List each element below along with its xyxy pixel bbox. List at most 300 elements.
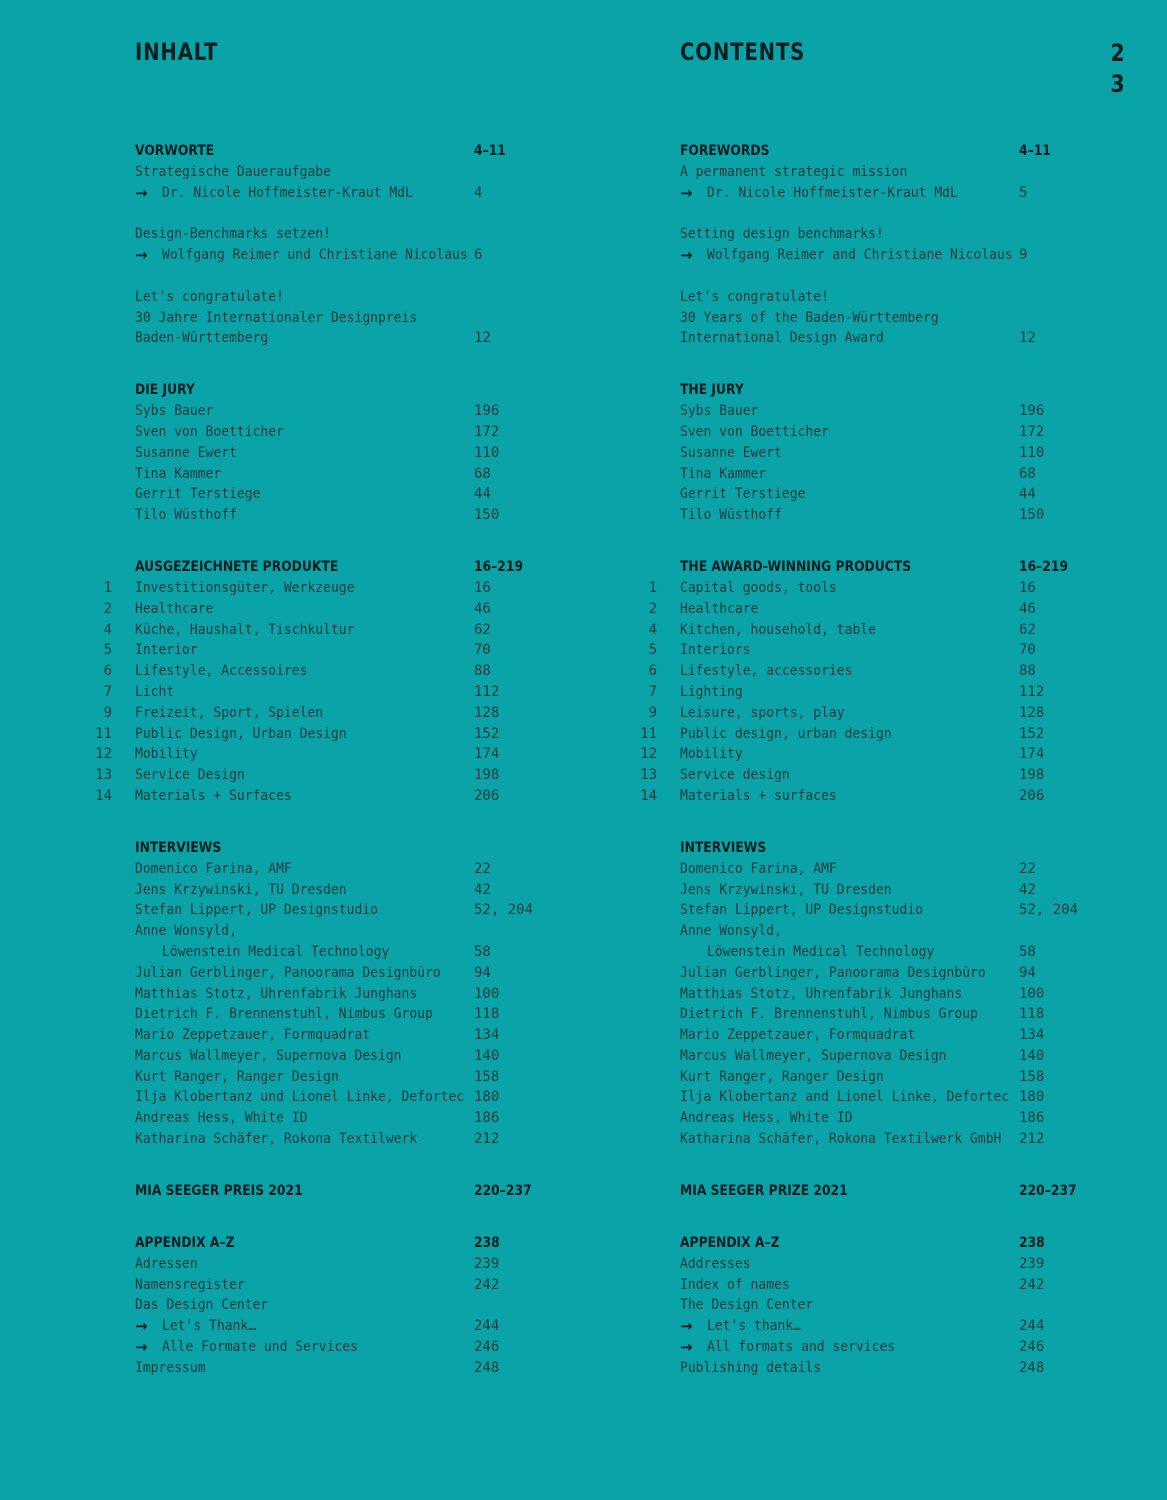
- entry-page: 118: [1019, 1006, 1045, 1023]
- toc-entry: [545, 245, 1085, 266]
- toc-entry: [0, 921, 540, 942]
- section-title: INTERVIEWS: [680, 839, 767, 856]
- entry-title: Healthcare: [135, 600, 214, 617]
- entry-page: 62: [1019, 621, 1036, 638]
- chapter-number: 13: [95, 767, 112, 784]
- toc-entry: [545, 1004, 1085, 1025]
- entry-title: Katharina Schäfer, Rokona Textilwerk: [135, 1131, 418, 1148]
- toc-entry: [0, 786, 540, 807]
- entry-page: 134: [474, 1027, 500, 1044]
- entry-page: 140: [474, 1047, 500, 1064]
- entry-title: Healthcare: [680, 600, 759, 617]
- toc-entry: [545, 786, 1085, 807]
- entry-page: 6: [474, 247, 483, 264]
- toc-entry: [0, 1108, 540, 1129]
- section-heading: [0, 838, 540, 859]
- entry-title: Domenico Farina, AMF: [135, 860, 292, 877]
- entry-title: Ilja Klobertanz and Lionel Linke, Defortec: [680, 1089, 1010, 1106]
- entry-page: 206: [1019, 787, 1045, 804]
- chapter-number: 11: [95, 725, 112, 742]
- toc-entry: [0, 682, 540, 703]
- entry-page: 118: [474, 1006, 500, 1023]
- toc-entry: [545, 464, 1085, 485]
- spacer: [0, 204, 540, 225]
- section-heading: [545, 1181, 1085, 1202]
- toc-entry: [545, 1046, 1085, 1067]
- entry-title: Mobility: [680, 746, 743, 763]
- toc-entry: [0, 900, 540, 921]
- entry-title: Interior: [135, 642, 198, 659]
- entry-page: 12: [474, 330, 491, 347]
- toc-sections: [545, 141, 1085, 1410]
- section-heading: [0, 380, 540, 401]
- entry-page: 212: [1019, 1131, 1045, 1148]
- chapter-number: 12: [640, 746, 657, 763]
- entry-page: 100: [1019, 985, 1045, 1002]
- chapter-number: 14: [640, 787, 657, 804]
- entry-title: Gerrit Terstiege: [135, 486, 261, 503]
- toc-entry: [545, 1358, 1085, 1379]
- entry-page: 68: [474, 465, 491, 482]
- section-heading: [545, 380, 1085, 401]
- toc-section: [0, 557, 540, 807]
- entry-page: 112: [474, 683, 500, 700]
- chapter-number: 4: [103, 621, 112, 638]
- entry-page: 110: [1019, 444, 1045, 461]
- arrow-right-icon: →: [135, 1317, 148, 1336]
- entry-title: Let's Thank…: [162, 1318, 257, 1335]
- entry-title: Freizeit, Sport, Spielen: [135, 704, 324, 721]
- entry-page: 42: [474, 881, 491, 898]
- toc-entry: [545, 578, 1085, 599]
- entry-title: Tilo Wüsthoff: [680, 507, 782, 524]
- entry-page: 58: [474, 943, 491, 960]
- entry-title: Mario Zeppetzauer, Formquadrat: [680, 1027, 916, 1044]
- chapter-number: 5: [648, 642, 657, 659]
- entry-title: Sven von Boetticher: [135, 423, 284, 440]
- entry-title: Sybs Bauer: [680, 403, 759, 420]
- entry-page: 242: [474, 1276, 500, 1293]
- toc-entry: [0, 703, 540, 724]
- entry-title: Service Design: [135, 767, 245, 784]
- toc-entry: [545, 599, 1085, 620]
- chapter-number: 11: [640, 725, 657, 742]
- toc-entry: [0, 308, 540, 329]
- toc-entry: [0, 1046, 540, 1067]
- toc-entry: [545, 505, 1085, 526]
- toc-entry: [545, 942, 1085, 963]
- section-title: APPENDIX A–Z: [135, 1234, 235, 1251]
- entry-page: 172: [474, 423, 500, 440]
- entry-title: Julian Gerblinger, Panoorama Designbüro: [680, 964, 986, 981]
- entry-title: Sybs Bauer: [135, 403, 214, 420]
- toc-entry: [0, 1254, 540, 1275]
- page-numbers: [1111, 38, 1125, 100]
- entry-title: Adressen: [135, 1255, 198, 1272]
- toc-section: [545, 1181, 1085, 1202]
- entry-title: Addresses: [680, 1255, 751, 1272]
- entry-title: Dr. Nicole Hoffmeister-Kraut MdL: [162, 184, 413, 201]
- entry-title: Kitchen, household, table: [680, 621, 876, 638]
- entry-title: Strategische Daueraufgabe: [135, 164, 331, 180]
- arrow-right-icon: →: [135, 246, 148, 265]
- section-page-range: 16–219: [1019, 558, 1069, 575]
- toc-entry: [545, 1067, 1085, 1088]
- toc-section: [0, 380, 540, 526]
- toc-entry: [0, 1087, 540, 1108]
- toc-entry: [545, 921, 1085, 942]
- entry-title: All formats and services: [707, 1339, 896, 1356]
- chapter-number: 9: [103, 704, 112, 721]
- chapter-number: 4: [648, 621, 657, 638]
- toc-entry: [545, 484, 1085, 505]
- entry-page: 150: [1019, 507, 1045, 524]
- entry-page: 244: [474, 1318, 500, 1335]
- toc-entry: [0, 1316, 540, 1337]
- entry-title: Jens Krzywinski, TU Dresden: [135, 881, 347, 898]
- entry-page: 246: [474, 1339, 500, 1356]
- toc-section: [545, 141, 1085, 349]
- section-page-range: 238: [1019, 1234, 1045, 1251]
- section-title: DIE JURY: [135, 382, 195, 399]
- toc-entry: [545, 1295, 1085, 1316]
- entry-title: Design-Benchmarks setzen!: [135, 226, 331, 243]
- entry-title: Let's thank…: [707, 1318, 802, 1335]
- entry-title: 30 Years of the Baden-Württemberg: [680, 309, 939, 326]
- entry-page: 206: [474, 787, 500, 804]
- chapter-number: 7: [648, 683, 657, 700]
- toc-section: [545, 1233, 1085, 1379]
- toc-entry: [0, 984, 540, 1005]
- entry-title: Stefan Lippert, UP Designstudio: [135, 902, 379, 919]
- spacer: [545, 266, 1085, 287]
- entry-title: Küche, Haushalt, Tischkultur: [135, 621, 355, 638]
- toc-entry: [0, 744, 540, 765]
- entry-page: 172: [1019, 423, 1045, 440]
- entry-page: 134: [1019, 1027, 1045, 1044]
- toc-entry: [545, 744, 1085, 765]
- entry-title: Wolfgang Reimer und Christiane Nicolaus: [162, 247, 468, 264]
- entry-page: 5: [1019, 184, 1028, 201]
- entry-title: Tilo Wüsthoff: [135, 507, 237, 524]
- entry-title: Katharina Schäfer, Rokona Textilwerk GmbH: [680, 1131, 1002, 1148]
- toc-entry: [545, 620, 1085, 641]
- entry-page: 198: [474, 767, 500, 784]
- arrow-right-icon: →: [680, 1317, 693, 1336]
- entry-page: 100: [474, 985, 500, 1002]
- entry-page: 158: [1019, 1068, 1045, 1085]
- section-heading: [0, 1181, 540, 1202]
- entry-title: Matthias Stotz, Uhrenfabrik Junghans: [680, 985, 963, 1002]
- entry-title: Public design, urban design: [680, 725, 892, 742]
- entry-title: Lighting: [680, 683, 743, 700]
- toc-entry: [0, 245, 540, 266]
- toc-entry: [545, 661, 1085, 682]
- toc-entry: [0, 328, 540, 349]
- chapter-number: 14: [95, 787, 112, 804]
- section-heading: [545, 141, 1085, 162]
- toc-entry: [545, 1275, 1085, 1296]
- toc-entry: [0, 640, 540, 661]
- entry-title: Tina Kammer: [135, 465, 222, 482]
- toc-entry: [545, 308, 1085, 329]
- toc-entry: [0, 599, 540, 620]
- entry-page: 244: [1019, 1318, 1045, 1335]
- toc-entry: [545, 1316, 1085, 1337]
- entry-page: 186: [474, 1110, 500, 1127]
- entry-page: 150: [474, 507, 500, 524]
- column-heading: INHALT: [135, 38, 219, 66]
- entry-title: Service design: [680, 767, 790, 784]
- section-page-range: 4–11: [474, 143, 506, 159]
- section-title: INTERVIEWS: [135, 839, 222, 856]
- chapter-number: 12: [95, 746, 112, 763]
- spacer: [545, 204, 1085, 225]
- entry-page: 44: [1019, 486, 1036, 503]
- entry-page: 22: [1019, 860, 1036, 877]
- arrow-right-icon: →: [135, 1338, 148, 1357]
- entry-title: Löwenstein Medical Technology: [707, 943, 935, 960]
- entry-page: 46: [1019, 600, 1036, 617]
- entry-title: Anne Wonsyld,: [135, 923, 237, 940]
- entry-page: 12: [1019, 330, 1036, 347]
- page-number-left: 2: [1110, 39, 1125, 67]
- toc-entry: [545, 880, 1085, 901]
- toc-section: [0, 838, 540, 1150]
- toc-entry: [0, 1295, 540, 1316]
- section-heading: [545, 557, 1085, 578]
- section-title: THE AWARD-WINNING PRODUCTS: [680, 558, 912, 575]
- toc-entry: [545, 963, 1085, 984]
- entry-page: 158: [474, 1068, 500, 1085]
- section-title: MIA SEEGER PRIZE 2021: [680, 1182, 848, 1199]
- chapter-number: 6: [103, 663, 112, 680]
- entry-title: Andreas Hess, White ID: [680, 1110, 853, 1127]
- entry-page: 239: [474, 1255, 500, 1272]
- entry-title: International Design Award: [680, 330, 884, 347]
- entry-page: 88: [1019, 663, 1036, 680]
- toc-entry: [0, 661, 540, 682]
- toc-entry: [0, 484, 540, 505]
- entry-page: 58: [1019, 943, 1036, 960]
- entry-title: Gerrit Terstiege: [680, 486, 806, 503]
- section-page-range: 238: [474, 1234, 500, 1251]
- entry-title: Leisure, sports, play: [680, 704, 845, 721]
- toc-entry: [545, 682, 1085, 703]
- section-title: FOREWORDS: [680, 143, 770, 159]
- entry-page: 248: [474, 1359, 500, 1376]
- toc-entry: [0, 578, 540, 599]
- entry-title: Index of names: [680, 1276, 790, 1293]
- entry-title: Impressum: [135, 1359, 206, 1376]
- toc-entry: [545, 1025, 1085, 1046]
- toc-section: [545, 380, 1085, 526]
- toc-entry: [0, 1275, 540, 1296]
- chapter-number: 2: [103, 600, 112, 617]
- toc-entry: [545, 984, 1085, 1005]
- entry-title: Dietrich F. Brennenstuhl, Nimbus Group: [680, 1006, 978, 1023]
- entry-page: 112: [1019, 683, 1045, 700]
- entry-title: Public Design, Urban Design: [135, 725, 347, 742]
- entry-page: 242: [1019, 1276, 1045, 1293]
- entry-title: Susanne Ewert: [135, 444, 237, 461]
- toc-entry: [545, 1129, 1085, 1150]
- entry-title: Kurt Ranger, Ranger Design: [135, 1068, 339, 1085]
- entry-title: Stefan Lippert, UP Designstudio: [680, 902, 924, 919]
- toc-entry: [0, 942, 540, 963]
- entry-page: 94: [474, 964, 491, 981]
- entry-title: Marcus Wallmeyer, Supernova Design: [135, 1047, 402, 1064]
- toc-entry: [545, 401, 1085, 422]
- entry-title: Tina Kammer: [680, 465, 767, 482]
- entry-page: 4: [474, 184, 483, 201]
- entry-title: Mario Zeppetzauer, Formquadrat: [135, 1027, 371, 1044]
- entry-page: 174: [1019, 746, 1045, 763]
- toc-entry: [0, 183, 540, 204]
- entry-title: Interiors: [680, 642, 751, 659]
- section-page-range: 16–219: [474, 558, 524, 575]
- entry-title: Mobility: [135, 746, 198, 763]
- toc-entry: [545, 640, 1085, 661]
- spacer: [0, 266, 540, 287]
- entry-title: Licht: [135, 683, 175, 700]
- chapter-number: 1: [648, 579, 657, 596]
- toc-entry: [0, 1025, 540, 1046]
- entry-page: 52, 204: [474, 902, 534, 919]
- entry-page: 212: [474, 1131, 500, 1148]
- toc-entry: [0, 422, 540, 443]
- entry-title: Kurt Ranger, Ranger Design: [680, 1068, 884, 1085]
- chapter-number: 9: [648, 704, 657, 721]
- entry-page: 180: [474, 1089, 500, 1106]
- toc-entry: [545, 900, 1085, 921]
- entry-title: Alle Formate und Services: [162, 1339, 358, 1356]
- entry-page: 110: [474, 444, 500, 461]
- section-heading: [0, 141, 540, 162]
- page-number-right: 3: [1110, 70, 1125, 98]
- section-title: AUSGEZEICHNETE PRODUKTE: [135, 558, 339, 575]
- toc-section: [0, 1181, 540, 1202]
- entry-title: Lifestyle, Accessoires: [135, 663, 308, 680]
- entry-title: Setting design benchmarks!: [680, 226, 884, 243]
- entry-page: 140: [1019, 1047, 1045, 1064]
- column-heading: CONTENTS: [680, 38, 806, 66]
- entry-page: 186: [1019, 1110, 1045, 1127]
- arrow-right-icon: →: [680, 183, 693, 202]
- toc-entry: [545, 1337, 1085, 1358]
- entry-page: 44: [474, 486, 491, 503]
- toc-entry: [0, 505, 540, 526]
- section-title: THE JURY: [680, 382, 744, 399]
- entry-title: Materials + surfaces: [680, 787, 837, 804]
- section-page-range: 220–237: [1019, 1182, 1077, 1199]
- entry-page: 198: [1019, 767, 1045, 784]
- entry-page: 9: [1019, 247, 1028, 264]
- toc-entry: [0, 287, 540, 308]
- section-heading: [545, 838, 1085, 859]
- chapter-number: 2: [648, 600, 657, 617]
- chapter-number: 6: [648, 663, 657, 680]
- entry-page: 94: [1019, 964, 1036, 981]
- section-page-range: 4–11: [1019, 143, 1051, 159]
- entry-title: Capital goods, tools: [680, 579, 837, 596]
- entry-page: 88: [474, 663, 491, 680]
- entry-page: 70: [474, 642, 491, 659]
- toc-entry: [545, 224, 1085, 245]
- entry-page: 62: [474, 621, 491, 638]
- toc-sections: [0, 141, 540, 1410]
- entry-title: Wolfgang Reimer and Christiane Nicolaus: [707, 247, 1013, 264]
- toc-entry: [545, 183, 1085, 204]
- entry-title: Matthias Stotz, Uhrenfabrik Junghans: [135, 985, 418, 1002]
- toc-entry: [0, 1067, 540, 1088]
- entry-title: Investitionsgüter, Werkzeuge: [135, 579, 355, 596]
- toc-entry: [0, 1004, 540, 1025]
- entry-page: 180: [1019, 1089, 1045, 1106]
- entry-page: 248: [1019, 1359, 1045, 1376]
- entry-title: Marcus Wallmeyer, Supernova Design: [680, 1047, 947, 1064]
- section-heading: [545, 1233, 1085, 1254]
- entry-page: 152: [474, 725, 500, 742]
- toc-section: [545, 557, 1085, 807]
- toc-entry: [0, 162, 540, 183]
- entry-title: Domenico Farina, AMF: [680, 860, 837, 877]
- entry-page: 22: [474, 860, 491, 877]
- toc-entry: [545, 162, 1085, 183]
- entry-title: Löwenstein Medical Technology: [162, 943, 390, 960]
- toc-entry: [545, 422, 1085, 443]
- entry-title: Dietrich F. Brennenstuhl, Nimbus Group: [135, 1006, 433, 1023]
- entry-page: 16: [474, 579, 491, 596]
- toc-entry: [0, 724, 540, 745]
- toc-entry: [0, 1129, 540, 1150]
- chapter-number: 1: [103, 579, 112, 596]
- entry-page: 196: [1019, 403, 1045, 420]
- arrow-right-icon: →: [680, 246, 693, 265]
- entry-page: 52, 204: [1019, 902, 1079, 919]
- entry-page: 196: [474, 403, 500, 420]
- entry-title: Lifestyle, accessories: [680, 663, 853, 680]
- toc-entry: [0, 464, 540, 485]
- entry-title: Namensregister: [135, 1276, 245, 1293]
- toc-entry: [545, 443, 1085, 464]
- entry-title: 30 Jahre Internationaler Designpreis: [135, 309, 418, 326]
- chapter-number: 5: [103, 642, 112, 659]
- entry-title: Sven von Boetticher: [680, 423, 829, 440]
- toc-entry: [0, 401, 540, 422]
- entry-page: 16: [1019, 579, 1036, 596]
- section-title: MIA SEEGER PREIS 2021: [135, 1182, 303, 1199]
- toc-entry: [545, 1108, 1085, 1129]
- toc-entry: [0, 224, 540, 245]
- entry-page: 68: [1019, 465, 1036, 482]
- entry-title: Susanne Ewert: [680, 444, 782, 461]
- toc-entry: [0, 859, 540, 880]
- toc-entry: [0, 765, 540, 786]
- toc-entry: [0, 443, 540, 464]
- toc-entry: [0, 1337, 540, 1358]
- entry-title: Dr. Nicole Hoffmeister-Kraut MdL: [707, 184, 958, 201]
- toc-entry: [545, 1254, 1085, 1275]
- section-page-range: 220–237: [474, 1182, 532, 1199]
- entry-page: 152: [1019, 725, 1045, 742]
- toc-entry: [545, 287, 1085, 308]
- toc-section: [0, 141, 540, 349]
- toc-entry: [0, 880, 540, 901]
- toc-entry: [545, 1087, 1085, 1108]
- arrow-right-icon: →: [680, 1338, 693, 1357]
- entry-title: Let's congratulate!: [680, 288, 829, 305]
